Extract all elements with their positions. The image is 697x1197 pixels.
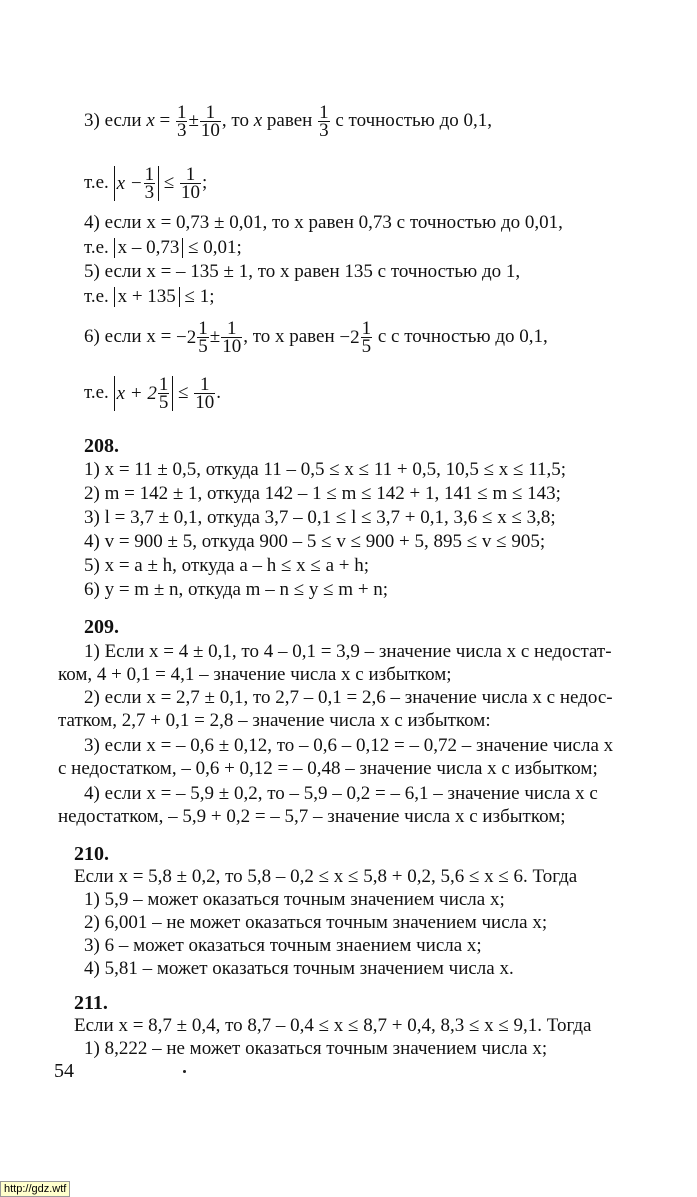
text: . bbox=[216, 381, 222, 403]
item-6-ie-line bbox=[84, 376, 221, 411]
p210-line: 2) 6,001 – не может оказаться точным значением числа x; bbox=[84, 912, 548, 933]
p208-line: 1) x = 11 ± 0,5, откуда 11 – 0,5 ≤ x ≤ 11 + 0,5, 10,5 ≤ x ≤ 11,5; bbox=[84, 459, 567, 480]
numerator: 1 bbox=[198, 318, 208, 339]
absolute-value: x + 135 bbox=[114, 287, 180, 307]
watermark: http://gdz.wtf bbox=[0, 1181, 70, 1197]
fraction bbox=[197, 320, 209, 355]
fraction bbox=[194, 376, 215, 411]
abs-inner: x − bbox=[116, 172, 143, 194]
p210-line: Если x = 5,8 ± 0,2, то 5,8 – 0,2 ≤ x ≤ 5,8 + 0,2, 5,6 ≤ x ≤ 6. Тогда bbox=[74, 866, 578, 887]
denominator: 5 bbox=[361, 336, 372, 357]
problem-number-211: 211. bbox=[74, 992, 108, 1014]
text: с точностью до 0,1, bbox=[335, 109, 493, 131]
p209-line: 4) если x = – 5,9 ± 0,2, то – 5,9 – 0,2 = – 6,1 – значение числа x с bbox=[84, 783, 598, 804]
p209-line: с недостатком, – 0,6 + 0,12 = – 0,48 – значение числа x с избытком; bbox=[58, 758, 598, 779]
text: ; bbox=[202, 171, 208, 193]
le-sign: ≤ bbox=[163, 171, 175, 193]
denominator: 5 bbox=[158, 392, 169, 413]
denominator: 3 bbox=[176, 120, 187, 141]
problem-number-208: 208. bbox=[84, 435, 119, 457]
numerator: 1 bbox=[144, 164, 155, 185]
p209-line: 2) если x = 2,7 ± 0,1, то 2,7 – 0,1 = 2,6 – значение числа x с недос- bbox=[84, 687, 613, 708]
ie-prefix: т.е. bbox=[84, 286, 109, 307]
numerator: 1 bbox=[319, 102, 329, 123]
denominator: 10 bbox=[195, 392, 215, 413]
problem-number-210: 210. bbox=[74, 843, 109, 865]
denominator: 10 bbox=[222, 336, 242, 357]
mixed-number bbox=[176, 320, 210, 355]
text: равен bbox=[266, 109, 313, 131]
p208-line: 5) x = a ± h, откуда a – h ≤ x ≤ a + h; bbox=[84, 555, 370, 576]
p209-line: татком, 2,7 + 0,1 = 2,8 – значение числа x с избытком: bbox=[58, 710, 491, 731]
text: , то x равен bbox=[243, 325, 335, 347]
p209-line: недостатком, – 5,9 + 0,2 = – 5,7 – значение числа x с избытком; bbox=[58, 806, 566, 827]
p208-line: 2) m = 142 ± 1, откуда 142 – 1 ≤ m ≤ 142 + 1, 141 ≤ m ≤ 143; bbox=[84, 483, 561, 504]
p208-line: 3) l = 3,7 ± 0,1, откуда 3,7 – 0,1 ≤ l ≤ 3,7 + 0,1, 3,6 ≤ x ≤ 3,8; bbox=[84, 507, 556, 528]
denominator: 3 bbox=[319, 120, 329, 141]
fraction bbox=[180, 166, 201, 201]
p211-line: Если x = 8,7 ± 0,4, то 8,7 – 0,4 ≤ x ≤ 8,7 + 0,4, 8,3 ≤ x ≤ 9,1. Тогда bbox=[74, 1015, 592, 1036]
mixed-number bbox=[339, 320, 373, 355]
item-4-ie-line bbox=[84, 236, 242, 260]
fraction bbox=[318, 104, 330, 139]
p210-line: 4) 5,81 – может оказаться точным значением числа x. bbox=[84, 958, 514, 979]
fraction bbox=[176, 104, 188, 139]
absolute-value bbox=[114, 166, 160, 201]
le-sign: ≤ bbox=[178, 381, 189, 403]
p209-line: 3) если x = – 0,6 ± 0,12, то – 0,6 – 0,12 = – 0,72 – значение числа x bbox=[84, 735, 614, 756]
text: ≤ 0,01; bbox=[188, 237, 242, 258]
var-x: x bbox=[253, 109, 263, 131]
numerator: 1 bbox=[176, 102, 187, 123]
denominator: 10 bbox=[181, 182, 201, 203]
numerator: 1 bbox=[361, 318, 372, 339]
numerator: 1 bbox=[200, 104, 221, 122]
denominator: 10 bbox=[200, 120, 220, 141]
absolute-value bbox=[114, 376, 174, 411]
p210-line: 3) 6 – может оказаться точным знаением числа x; bbox=[84, 935, 482, 956]
whole-part: −2 bbox=[176, 326, 197, 348]
item-3-ie-line bbox=[84, 166, 207, 201]
item-3-line bbox=[84, 104, 492, 139]
fraction bbox=[221, 320, 242, 355]
ie-prefix: т.е. bbox=[84, 237, 109, 258]
denominator: 3 bbox=[144, 182, 155, 203]
absolute-value: x – 0,73 bbox=[114, 238, 184, 258]
whole-part: −2 bbox=[339, 326, 360, 348]
equals-sign: = bbox=[159, 109, 171, 131]
numerator: 1 bbox=[158, 374, 169, 395]
abs-inner: x + 2 bbox=[116, 382, 157, 404]
p209-line: 1) Если x = 4 ± 0,1, то 4 – 0,1 = 3,9 – значение числа x с недостат- bbox=[84, 641, 612, 662]
plus-minus: ± bbox=[209, 325, 221, 347]
problem-number-209: 209. bbox=[84, 616, 119, 638]
item-3-prefix: 3) если bbox=[84, 109, 142, 131]
ie-prefix: т.е. bbox=[84, 171, 109, 193]
numerator: 1 bbox=[194, 376, 215, 394]
numerator: 1 bbox=[180, 166, 201, 184]
fraction bbox=[158, 376, 170, 411]
p211-line: 1) 8,222 – не может оказаться точным значением числа x; bbox=[84, 1038, 548, 1059]
p208-line: 4) v = 900 ± 5, откуда 900 – 5 ≤ v ≤ 900 + 5, 895 ≤ v ≤ 905; bbox=[84, 531, 546, 552]
p210-line: 1) 5,9 – может оказаться точным значением числа x; bbox=[84, 889, 505, 910]
p209-line: ком, 4 + 0,1 = 4,1 – значение числа x с избытком; bbox=[58, 664, 452, 685]
denominator: 5 bbox=[198, 336, 208, 357]
text: c с точностью до 0,1, bbox=[377, 325, 548, 347]
numerator: 1 bbox=[221, 320, 242, 338]
fraction bbox=[144, 166, 156, 201]
item-5-line: 5) если x = – 135 ± 1, то x равен 135 с точностью до 1, bbox=[84, 261, 521, 282]
item-6-prefix: 6) если x = bbox=[84, 325, 172, 347]
ie-prefix: т.е. bbox=[84, 381, 109, 403]
page-number: 54 bbox=[54, 1060, 74, 1082]
fraction bbox=[200, 104, 221, 139]
speck bbox=[183, 1070, 186, 1073]
item-4-line: 4) если x = 0,73 ± 0,01, то x равен 0,73 с точностью до 0,01, bbox=[84, 212, 563, 233]
p208-line: 6) y = m ± n, откуда m – n ≤ y ≤ m + n; bbox=[84, 579, 389, 600]
plus-minus: ± bbox=[188, 109, 199, 131]
fraction bbox=[361, 320, 373, 355]
text: , то bbox=[221, 109, 249, 131]
text: ≤ 1; bbox=[184, 286, 215, 307]
item-5-ie-line bbox=[84, 285, 215, 309]
item-6-line bbox=[84, 320, 548, 355]
var-x: x bbox=[146, 109, 155, 131]
